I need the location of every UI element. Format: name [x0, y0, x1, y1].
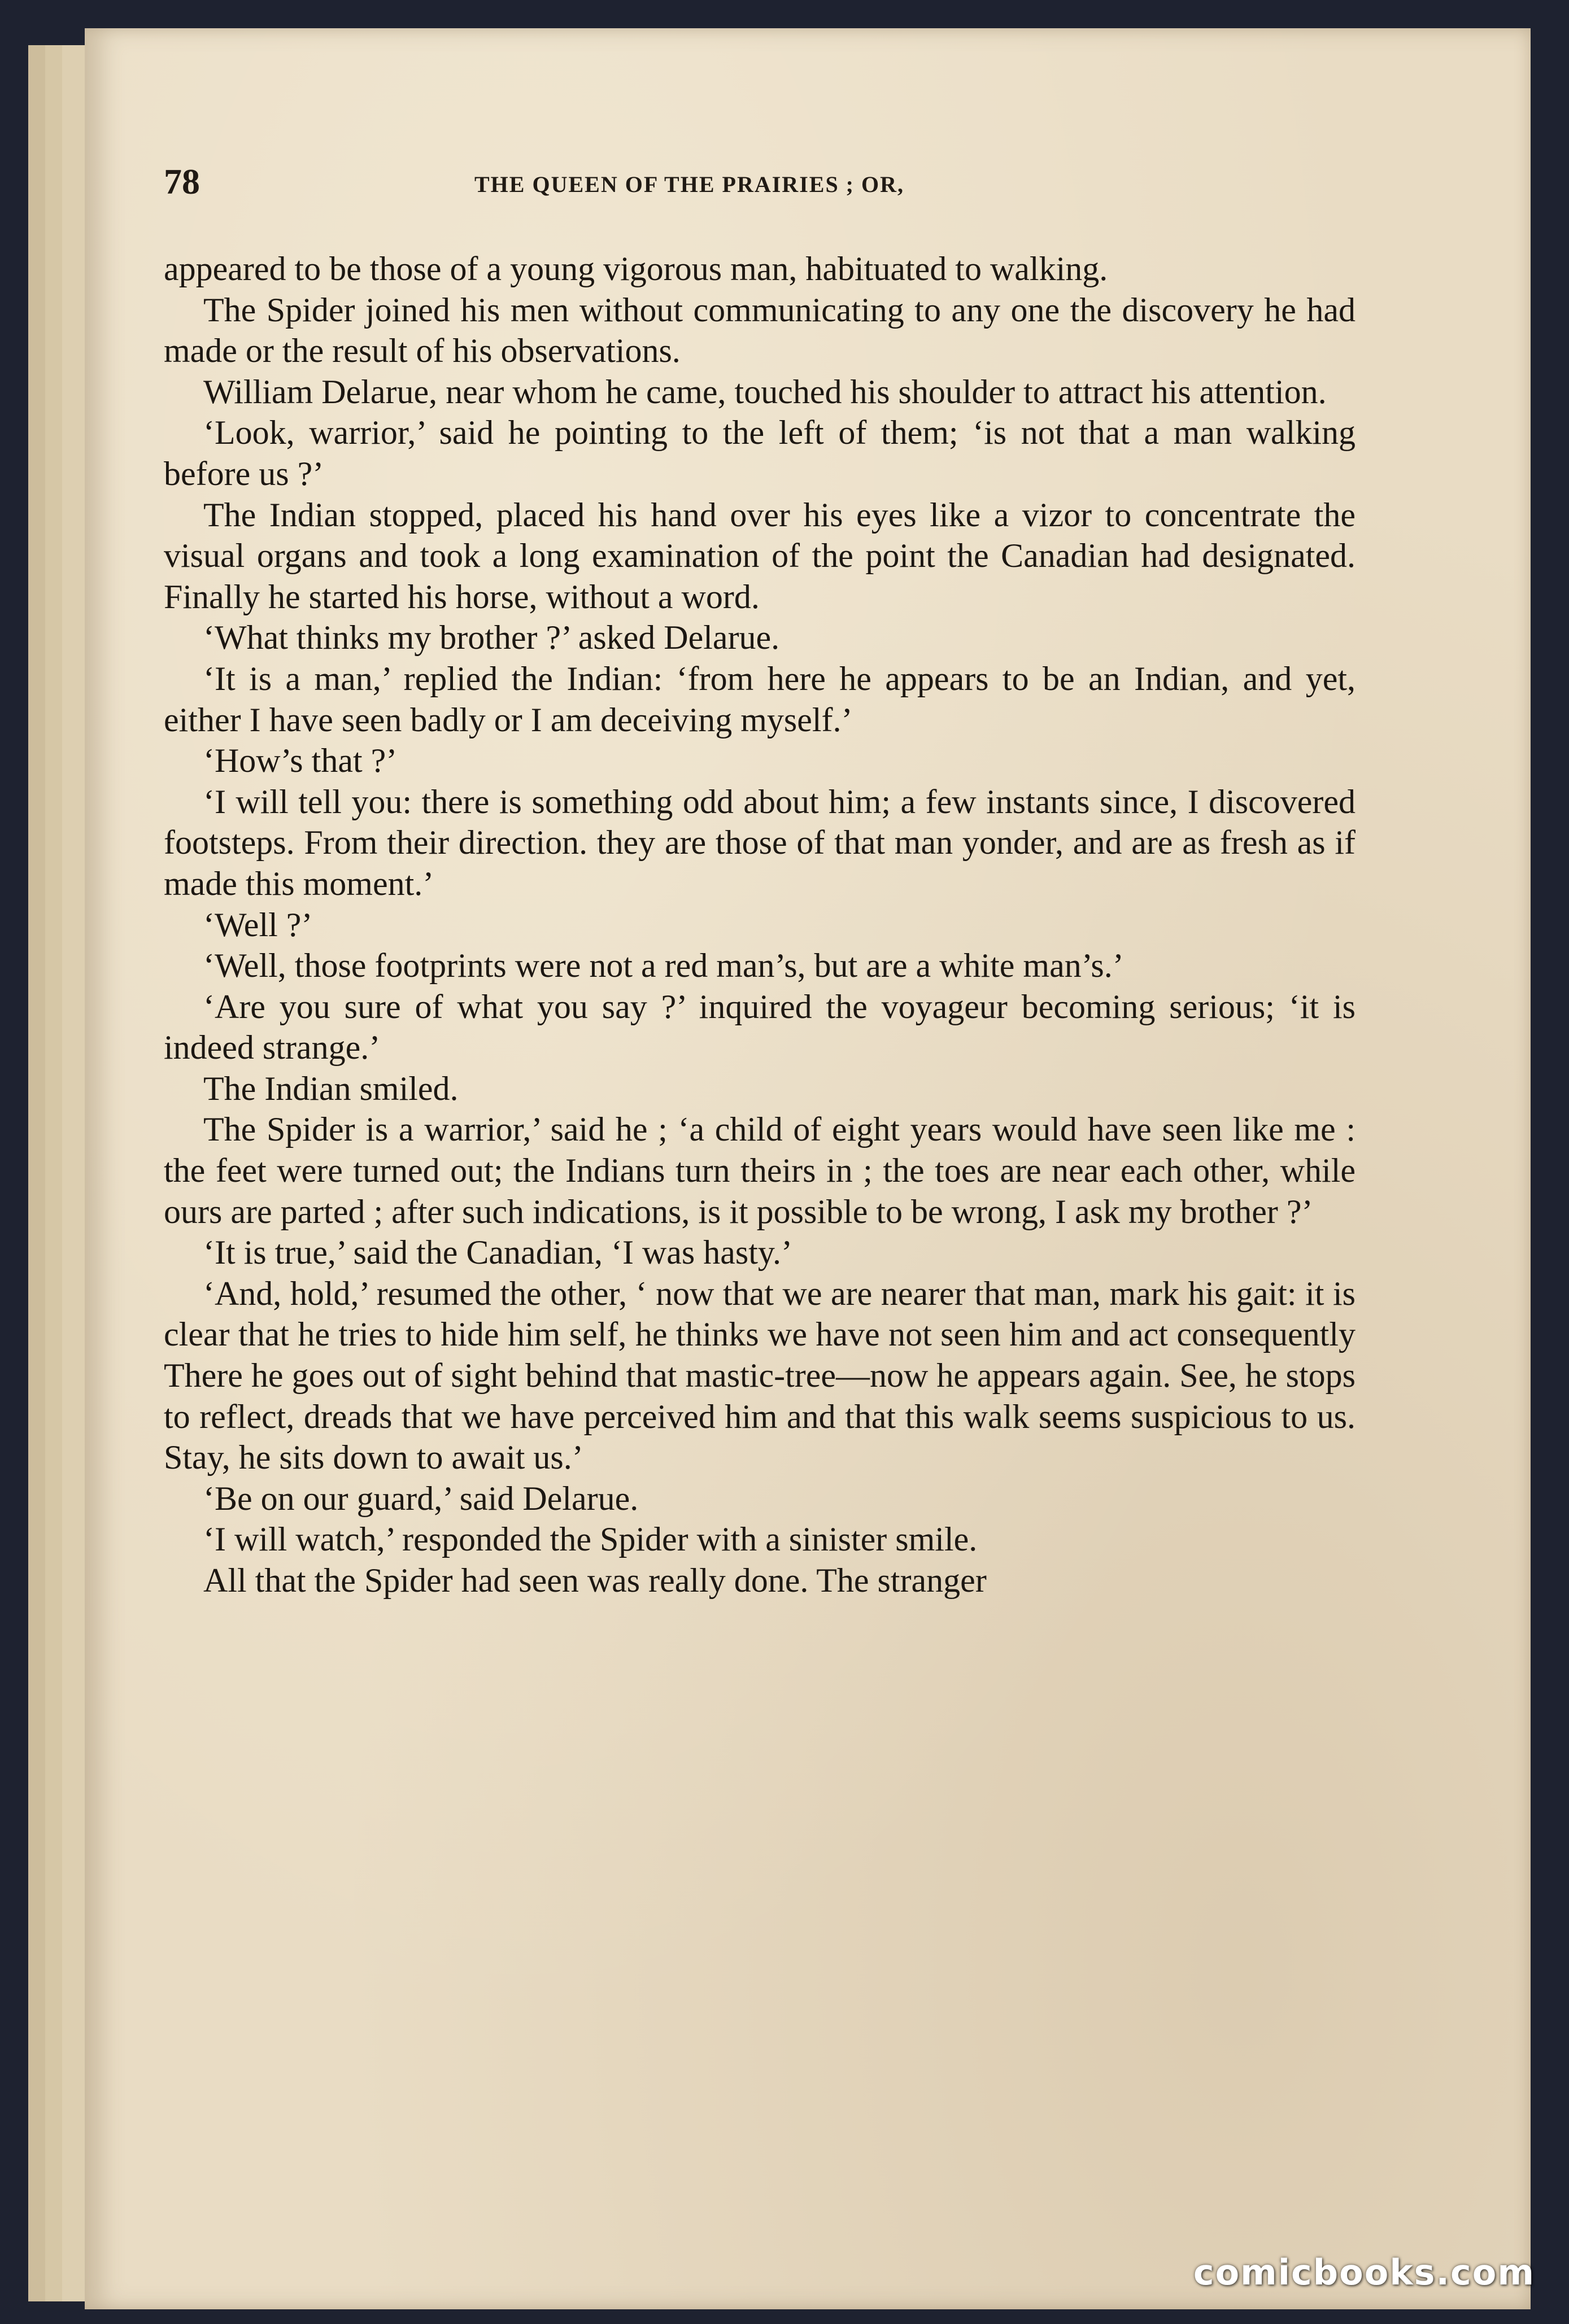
paragraph: ‘What thinks my brother ?’ asked Delarue. — [203, 619, 780, 657]
page-header — [164, 161, 1361, 212]
paragraph: All that the Spider had seen was really done. The stranger — [203, 1562, 987, 1599]
paragraph: William Delarue, near whom he came, touched his shoulder to attract his attention. — [203, 373, 1327, 410]
paragraph: The Indian stopped, placed his hand over his eyes like a vizor to concentrate the visual organs and took a long examination of the point the Canadian had designated. Finally he started his horse, without a word. — [164, 496, 1356, 615]
paragraph: ‘Well, those footprints were not a red man’s, but are a white man’s.’ — [203, 947, 1124, 985]
body-text — [164, 248, 1356, 1601]
paragraph: ‘Are you sure of what you say ?’ inquired the voyageur becoming serious; ‘it is indeed strange.’ — [164, 988, 1356, 1067]
paragraph: appeared to be those of a young vigorous man, habituated to walking. — [164, 250, 1108, 287]
running-head: THE QUEEN OF THE PRAIRIES ; OR, — [474, 172, 905, 197]
paragraph: ‘Be on our guard,’ said Delarue. — [203, 1479, 639, 1517]
paragraph: The Spider is a warrior,’ said he ; ‘a child of eight years would have seen like me : the feet were turned out; the Indians turn theirs in ; the toes are near each other, while ours are parted ; after such indications, is it possible to be wrong, I ask my brother ?’ — [164, 1111, 1356, 1230]
paragraph: ‘I will watch,’ responded the Spider with a sinister smile. — [203, 1521, 978, 1558]
paragraph: ‘And, hold,’ resumed the other, ‘ now that we are nearer that man, mark his gait: it is clear that he tries to hide him self, he thinks we have not seen him and act consequently There he goes out of sight behind that mastic-tree—now he appears again. See, he stops to reflect, dreads that we have perceived him and that this walk seems suspicious to us. Stay, he sits down to await us.’ — [164, 1274, 1356, 1476]
paragraph: The Indian smiled. — [203, 1069, 459, 1107]
watermark-text: comicbooks.com — [1193, 2252, 1535, 2293]
paragraph: The Spider joined his men without communicating to any one the discovery he had made or the result of his observations. — [164, 291, 1356, 370]
page-number: 78 — [164, 161, 200, 202]
paragraph: ‘How’s that ?’ — [203, 742, 398, 780]
paragraph: ‘I will tell you: there is something odd about him; a few instants since, I discovered footsteps. From their direction. they are those of that man yonder, and are as fresh as if made this moment.’ — [164, 783, 1356, 902]
paragraph: ‘It is a man,’ replied the Indian: ‘from here he appears to be an Indian, and yet, either I have seen badly or I am deceiving myself.’ — [164, 659, 1356, 739]
paragraph: ‘Look, warrior,’ said he pointing to the left of them; ‘is not that a man walking before us ?’ — [164, 414, 1356, 492]
paragraph: ‘It is true,’ said the Canadian, ‘I was hasty.’ — [203, 1234, 792, 1272]
paragraph: ‘Well ?’ — [203, 906, 313, 943]
